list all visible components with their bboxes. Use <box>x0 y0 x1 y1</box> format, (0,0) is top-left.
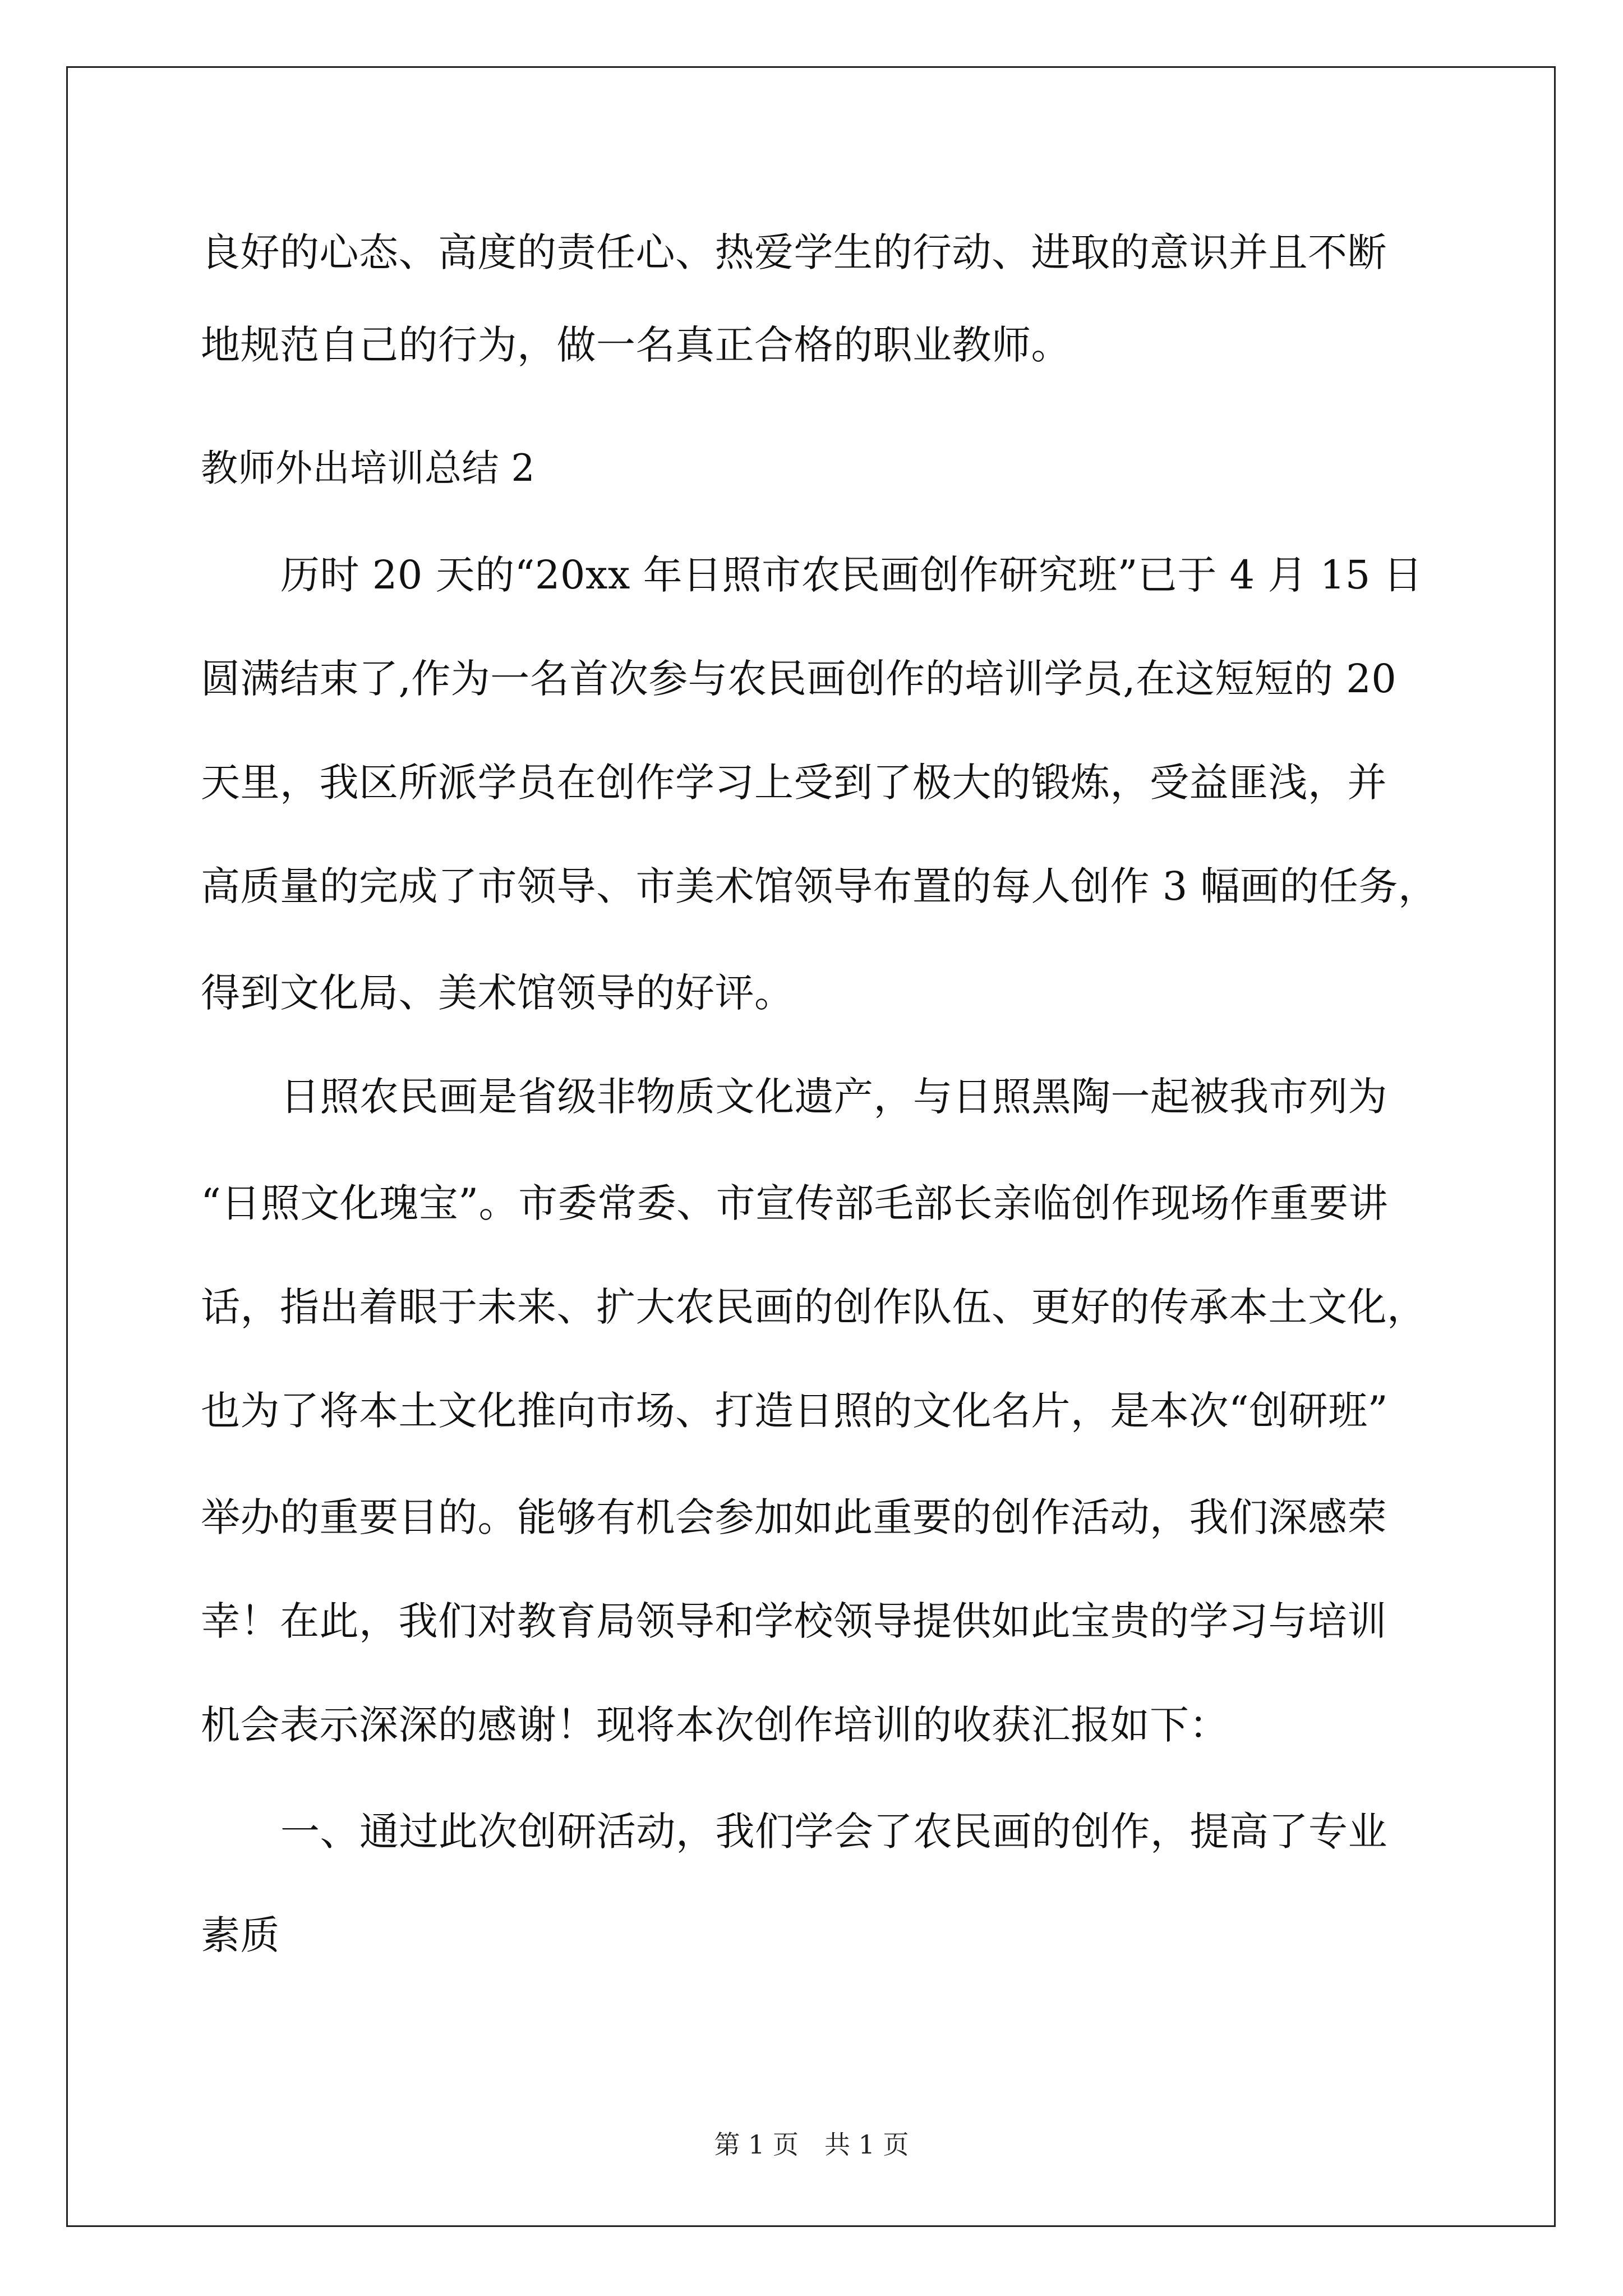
text-line: 日照农民画是省级非物质文化遗产，与日照黑陶一起被我市列为 <box>280 1074 1387 1120</box>
page-number-footer: 第 1 页 共 1 页 <box>714 2129 909 2160</box>
text-line: 也为了将本土文化推向市场、打造日照的文化名片，是本次“创研班” <box>201 1388 1389 1434</box>
text-line: 话，指出着眼于未来、扩大农民画的创作队伍、更好的传承本土文化， <box>201 1284 1427 1330</box>
page-frame <box>66 66 1556 2227</box>
text-line: 地规范自己的行为，做一名真正合格的职业教师。 <box>201 322 1071 368</box>
text-line: 举办的重要目的。能够有机会参加如此重要的创作活动，我们深感荣 <box>201 1494 1387 1540</box>
text-line: 天里，我区所派学员在创作学习上受到了极大的锻炼，受益匪浅，并 <box>201 760 1387 806</box>
text-line: 素质 <box>201 1912 280 1958</box>
text-line: “日照文化瑰宝”。市委常委、市宣传部毛部长亲临创作现场作重要讲 <box>201 1180 1389 1226</box>
text-line: 得到文化局、美术馆领导的好评。 <box>201 970 794 1016</box>
text-line: 高质量的完成了市领导、市美术馆领导布置的每人创作 3 幅画的任务， <box>201 863 1438 909</box>
section-heading: 教师外出培训总结 2 <box>201 447 535 490</box>
text-line: 圆满结束了,作为一名首次参与农民画创作的培训学员,在这短短的 20 <box>201 656 1397 702</box>
text-line: 幸！在此，我们对教育局领导和学校领导提供如此宝贵的学习与培训 <box>201 1598 1387 1644</box>
text-line: 一、通过此次创研活动，我们学会了农民画的创作，提高了专业 <box>280 1809 1387 1855</box>
text-line: 机会表示深深的感谢！现将本次创作培训的收获汇报如下： <box>201 1702 1229 1748</box>
text-line: 良好的心态、高度的责任心、热爱学生的行动、进取的意识并且不断 <box>201 229 1387 275</box>
text-line: 历时 20 天的“20xx 年日照市农民画创作研究班”已于 4 月 15 日 <box>280 552 1423 598</box>
